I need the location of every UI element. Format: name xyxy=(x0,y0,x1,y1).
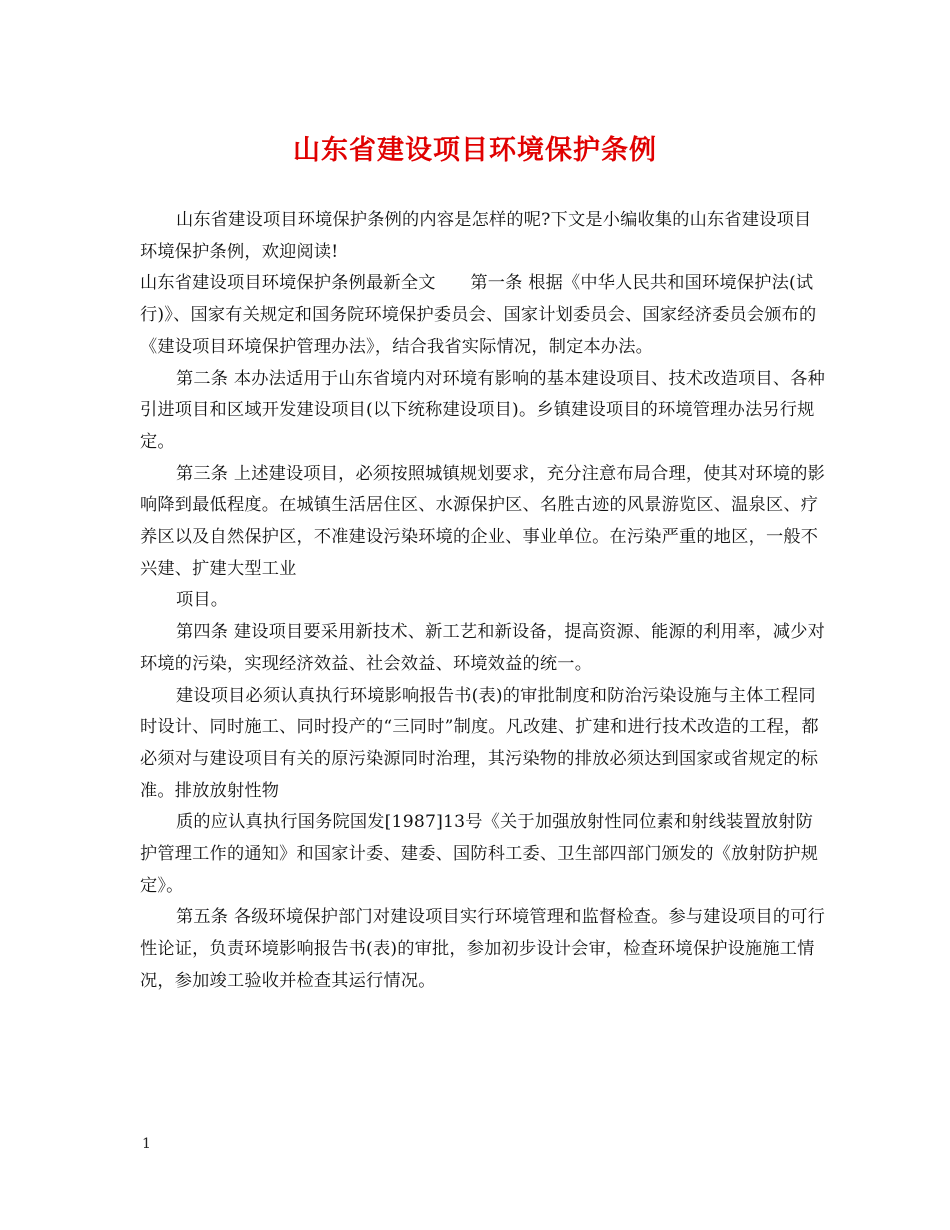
paragraph-article-3-continued: 项目。 xyxy=(176,590,229,611)
document-title: 山东省建设项目环境保护条例 xyxy=(293,135,657,166)
paragraph-article-5: 第五条 各级环境保护部门对建设项目实行环境管理和监督检查。参与建设项目的可行性论证，负责环境影响报告书(表)的审批，参加初步设计会审，检查环境保护设施施工情况，参加竣工验收并检查其运行情况。 xyxy=(140,907,826,991)
paragraph-article-3: 第三条 上述建设项目，必须按照城镇规划要求，充分注意布局合理，使其对环境的影响降到最低程度。在城镇生活居住区、水源保护区、名胜古迹的风景游览区、温泉区、疗养区以及自然保护区，不准建设污染环境的企业、事业单位。在污染严重的地区，一般不兴建、扩建大型工业 xyxy=(140,463,826,579)
paragraph-article-4-radiation: 质的应认真执行国务院国发[1987]13号《关于加强放射性同位素和射线装置放射防护管理工作的通知》和国家计委、建委、国防科工委、卫生部四部门颁发的《放射防护规定》。 xyxy=(140,812,819,896)
paragraph-article-4-details: 建设项目必须认真执行环境影响报告书(表)的审批制度和防治污染设施与主体工程同时设计、同时施工、同时投产的“三同时”制度。凡改建、扩建和进行技术改造的工程，都必须对与建设项目有关的原污染源同时治理，其污染物的排放必须达到国家或省规定的标准。排放放射性物 xyxy=(140,685,819,801)
paragraph-article-4: 第四条 建设项目要采用新技术、新工艺和新设备，提高资源、能源的利用率，减少对环境的污染，实现经济效益、社会效益、环境效益的统一。 xyxy=(140,622,826,674)
paragraph-article-1: 山东省建设项目环境保护条例最新全文 第一条 根据《中华人民共和国环境保护法(试行)》、国家有关规定和国务院环境保护委员会、国家计划委员会、国家经济委员会颁布的《建设项目环境保护管理办法》，结合我省实际情况，制定本办法。 xyxy=(140,273,817,357)
paragraph-intro: 山东省建设项目环境保护条例的内容是怎样的呢?下文是小编收集的山东省建设项目环境保护条例，欢迎阅读! xyxy=(140,210,812,262)
page-number: 1 xyxy=(142,1136,151,1152)
paragraph-article-2: 第二条 本办法适用于山东省境内对环境有影响的基本建设项目、技术改造项目、各种引进项目和区域开发建设项目(以下统称建设项目)。乡镇建设项目的环境管理办法另行规定。 xyxy=(140,368,826,452)
document-body xyxy=(140,205,825,998)
